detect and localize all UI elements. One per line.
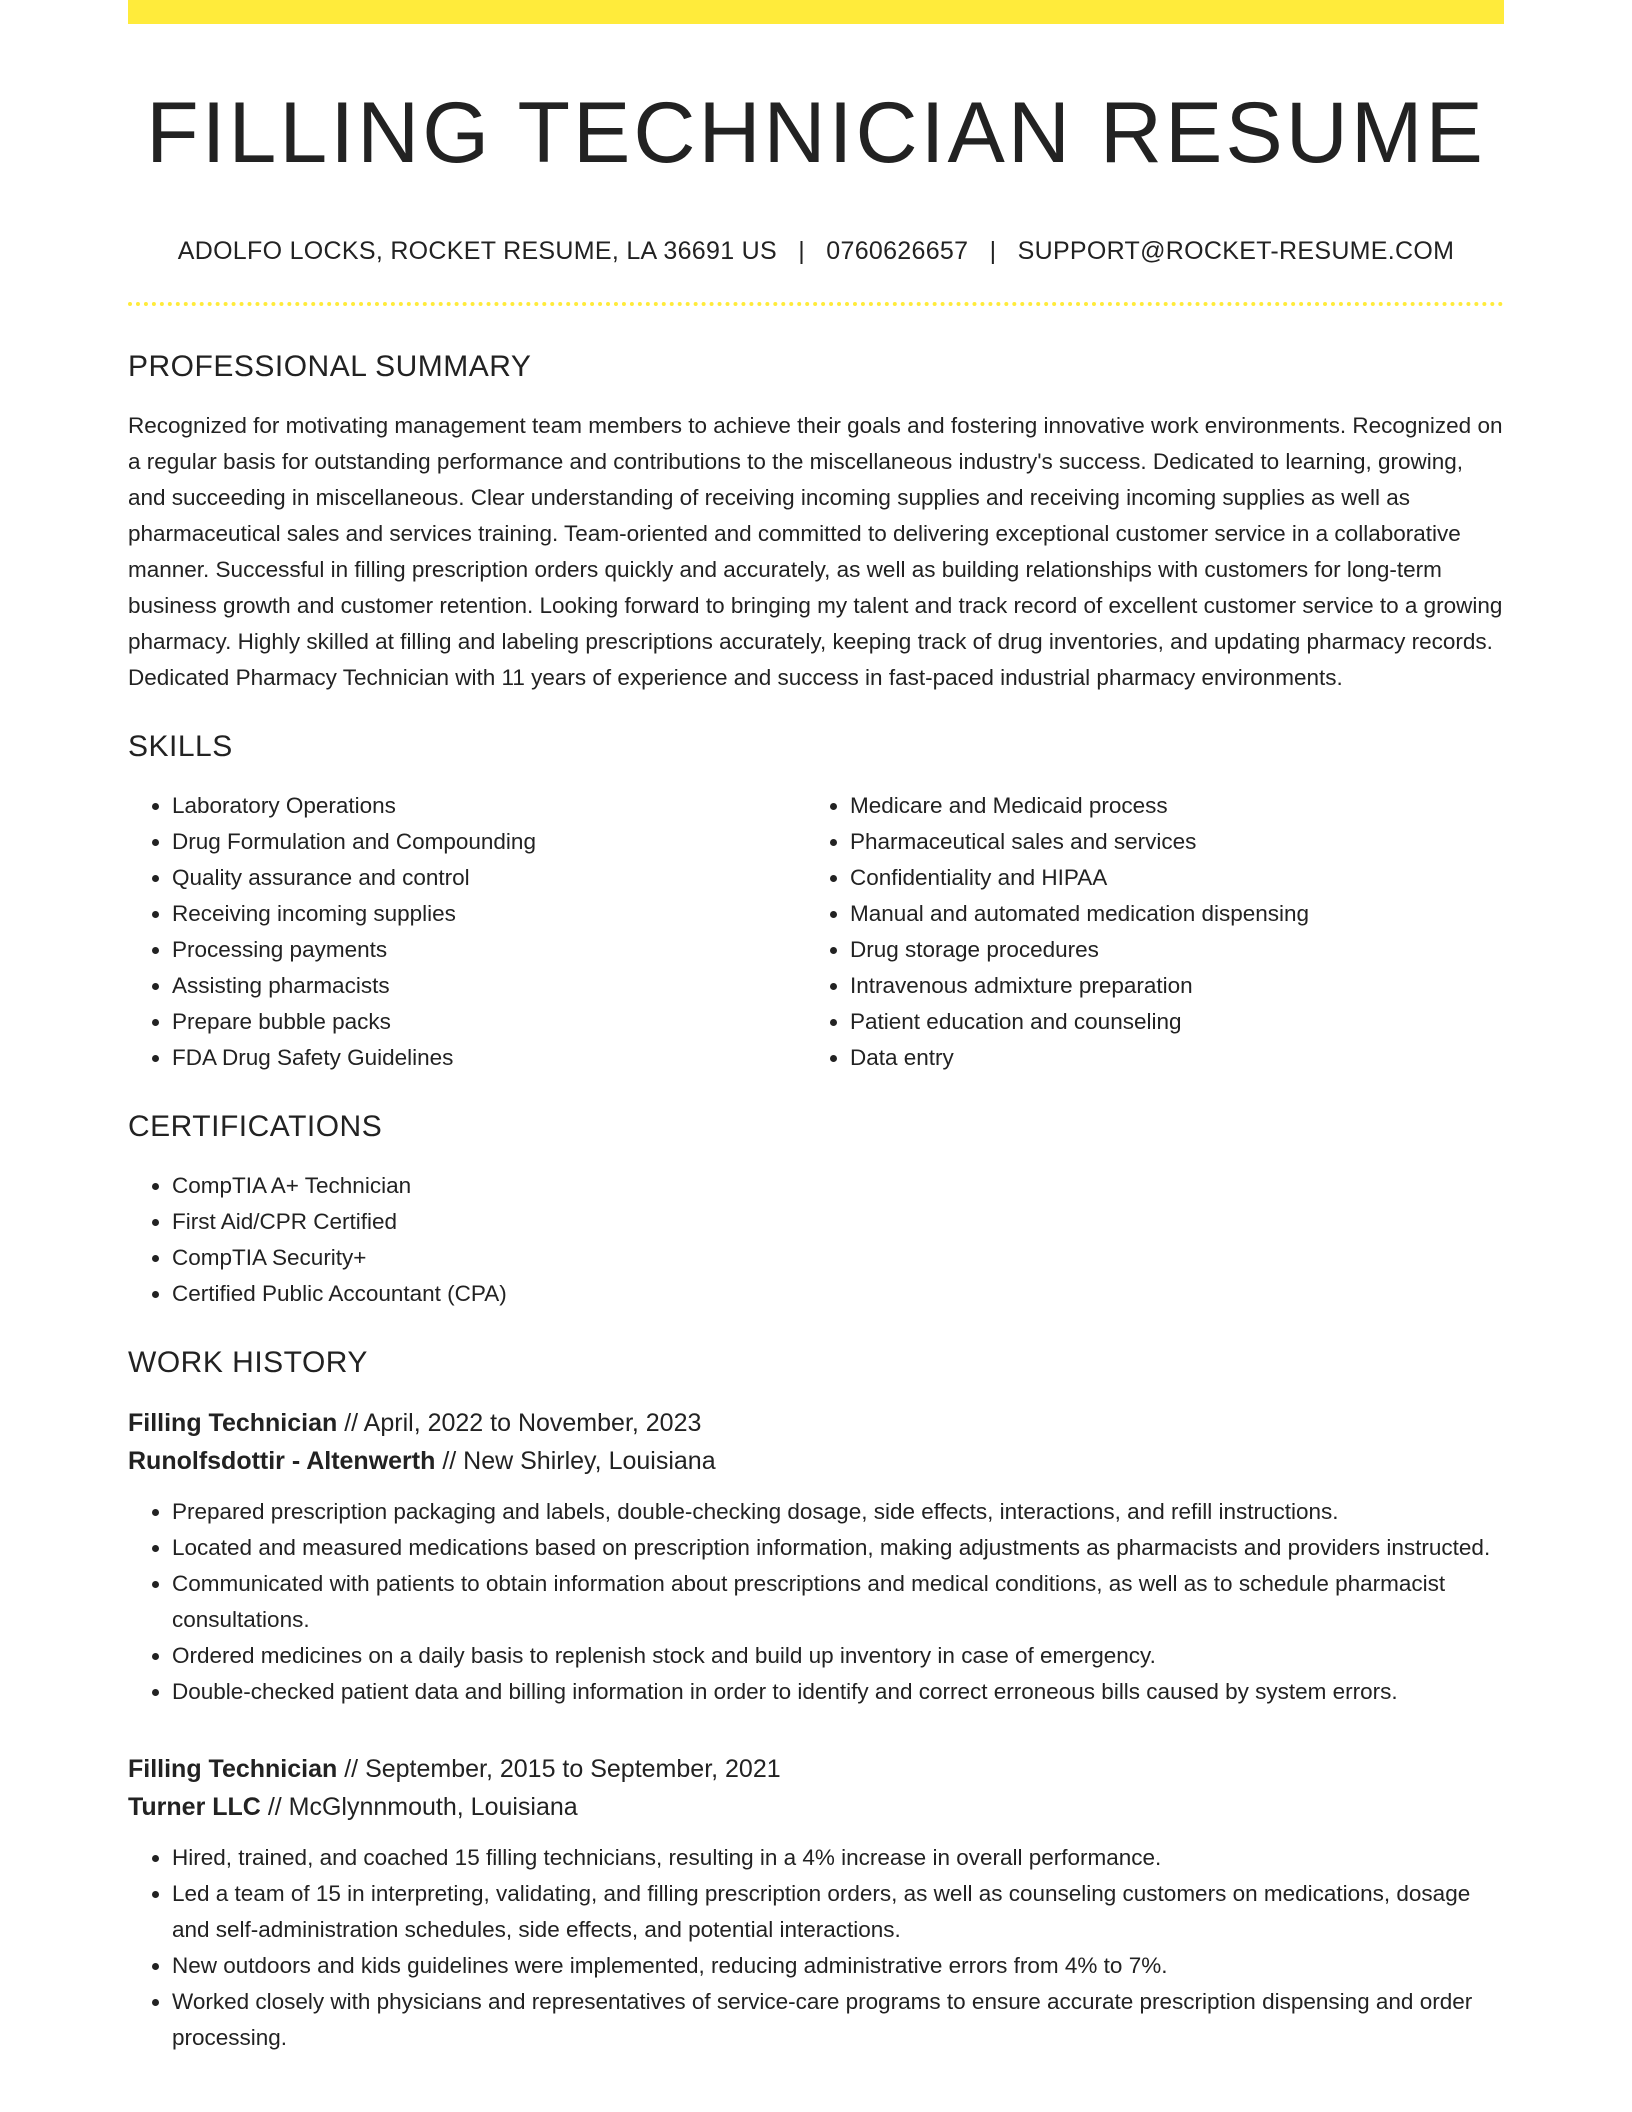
resume-page (128, 0, 1504, 2056)
skill-item: • Confidentiality and HIPAA (850, 860, 1484, 896)
certifications-list (128, 1168, 1504, 1312)
job-entry (128, 1750, 1504, 2056)
contact-phone[interactable]: 0760626657 (826, 236, 969, 265)
work-history-section (128, 1346, 1504, 2056)
summary-heading: PROFESSIONAL SUMMARY (128, 349, 532, 383)
job-title: Filling Technician (128, 1754, 338, 1783)
skill-item: • Drug Formulation and Compounding (172, 824, 806, 860)
skill-item: • Receiving incoming supplies (172, 896, 806, 932)
certification-item: • First Aid/CPR Certified (172, 1204, 1504, 1240)
skill-item: • Quality assurance and control (172, 860, 806, 896)
certification-item: • Certified Public Accountant (CPA) (172, 1276, 1504, 1312)
skills-heading: SKILLS (128, 729, 233, 763)
job-dates: // April, 2022 to November, 2023 (337, 1408, 702, 1437)
job-company: Runolfsdottir - Altenwerth (128, 1446, 436, 1475)
skill-item: • Laboratory Operations (172, 788, 806, 824)
skills-column-right (806, 788, 1484, 1076)
skill-item: • Medicare and Medicaid process (850, 788, 1484, 824)
job-bullet: • Hired, trained, and coached 15 filling technicians, resulting in a 4% increase in overall performance. (172, 1840, 1504, 1876)
job-bullet: • Worked closely with physicians and representatives of service-care programs to ensure accurate prescription dispensing and order processing. (172, 1984, 1504, 2056)
top-accent-bar (128, 0, 1504, 24)
job-entry (128, 1404, 1504, 1710)
resume-title: FILLING TECHNICIAN RESUME (146, 85, 1486, 181)
job-bullets (128, 1840, 1504, 2056)
skill-item: • Patient education and counseling (850, 1004, 1484, 1040)
skills-section (128, 730, 1504, 1076)
skill-item: • Prepare bubble packs (172, 1004, 806, 1040)
skills-columns (128, 788, 1504, 1076)
job-company: Turner LLC (128, 1792, 261, 1821)
job-title-line (128, 1750, 1504, 1788)
skill-item: • Manual and automated medication dispensing (850, 896, 1484, 932)
job-bullet: • Communicated with patients to obtain information about prescriptions and medical conditions, as well as to schedule pharmacist consultations. (172, 1566, 1504, 1638)
job-bullet: • Double-checked patient data and billing information in order to identify and correct erroneous bills caused by system errors. (172, 1674, 1504, 1710)
jobs-container (128, 1404, 1504, 2056)
certification-item: • CompTIA A+ Technician (172, 1168, 1504, 1204)
job-bullet: • Located and measured medications based on prescription information, making adjustments as pharmacists and providers instructed. (172, 1530, 1504, 1566)
summary-section (128, 350, 1504, 696)
certification-item: • CompTIA Security+ (172, 1240, 1504, 1276)
skill-item: • Pharmaceutical sales and services (850, 824, 1484, 860)
job-dates: // September, 2015 to September, 2021 (337, 1754, 781, 1783)
skills-column-left (128, 788, 806, 1076)
job-company-line (128, 1442, 1504, 1480)
job-bullet: • Led a team of 15 in interpreting, validating, and filling prescription orders, as well as counseling customers on medications, dosage and self-administration schedules, side effects, and potential interactions. (172, 1876, 1504, 1948)
contact-separator: | (989, 236, 997, 265)
job-bullet: • Prepared prescription packaging and labels, double-checking dosage, side effects, interactions, and refill instructions. (172, 1494, 1504, 1530)
contact-line (128, 237, 1504, 266)
job-location: // McGlynnmouth, Louisiana (260, 1792, 578, 1821)
work-history-heading: WORK HISTORY (128, 1345, 368, 1379)
job-bullet: • Ordered medicines on a daily basis to replenish stock and build up inventory in case of emergency. (172, 1638, 1504, 1674)
contact-address: ADOLFO LOCKS, ROCKET RESUME, LA 36691 US (177, 236, 777, 265)
job-company-line (128, 1788, 1504, 1826)
job-title: Filling Technician (128, 1408, 338, 1437)
job-title-line (128, 1404, 1504, 1442)
skill-item: • Drug storage procedures (850, 932, 1484, 968)
skills-list-left (128, 788, 806, 1076)
skills-list-right (806, 788, 1484, 1076)
job-bullet: • New outdoors and kids guidelines were implemented, reducing administrative errors from 4% to 7%. (172, 1948, 1504, 1984)
skill-item: • Processing payments (172, 932, 806, 968)
certifications-section (128, 1110, 1504, 1312)
dotted-divider (128, 302, 1504, 306)
job-bullets (128, 1494, 1504, 1710)
skill-item: • Assisting pharmacists (172, 968, 806, 1004)
skill-item: • Data entry (850, 1040, 1484, 1076)
skill-item: • FDA Drug Safety Guidelines (172, 1040, 806, 1076)
contact-separator: | (798, 236, 806, 265)
summary-text: Recognized for motivating management team members to achieve their goals and fostering innovative work environments. Recognized on a regular basis for outstanding performance and contributions to the miscellaneous industry's success. Dedicated to learning, growing, and succeeding in miscellaneous. Clear understanding of receiving incoming supplies and receiving incoming supplies as well as pharmaceutical sales and services training. Team-oriented and committed to delivering exceptional customer service in a collaborative manner. Successful in filling prescription orders quickly and accurately, as well as building relationships with customers for long-term business growth and customer retention. Looking forward to bringing my talent and track record of excellent customer service to a growing pharmacy. Highly skilled at filling and labeling prescriptions accurately, keeping track of drug inventories, and updating pharmacy records. Dedicated Pharmacy Technician with 11 years of experience and success in fast-paced industrial pharmacy environments. (128, 412, 1503, 690)
certifications-heading: CERTIFICATIONS (128, 1109, 383, 1143)
job-location: // New Shirley, Louisiana (435, 1446, 716, 1475)
skill-item: • Intravenous admixture preparation (850, 968, 1484, 1004)
contact-email[interactable]: SUPPORT@ROCKET-RESUME.COM (1017, 236, 1455, 265)
